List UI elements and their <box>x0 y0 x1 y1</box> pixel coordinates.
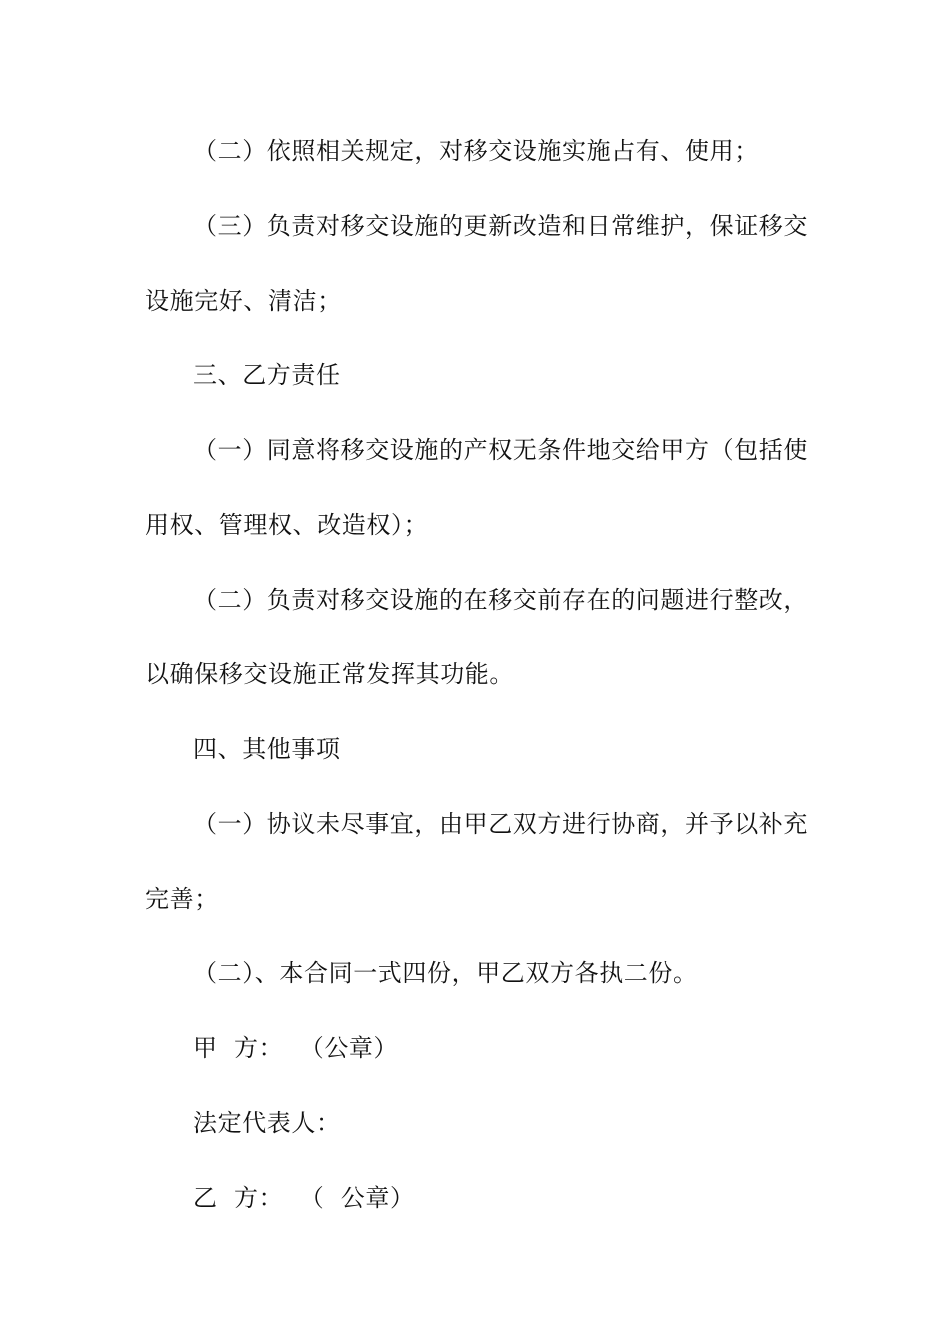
paragraph-line: （一）协议未尽事宜，由甲乙双方进行协商，并予以补充 <box>193 810 808 838</box>
paragraph-line: 设施完好、清洁； <box>145 287 342 315</box>
section-heading: 三、乙方责任 <box>193 361 341 389</box>
party-b-signature: 乙 方： （ 公章） <box>193 1184 415 1212</box>
paragraph-line: 用权、管理权、改造权）； <box>145 511 429 539</box>
paragraph-line: （三）负责对移交设施的更新改造和日常维护，保证移交 <box>193 212 808 240</box>
paragraph-line: （二）依照相关规定，对移交设施实施占有、使用； <box>193 137 759 165</box>
legal-representative-label: 法定代表人： <box>193 1109 341 1137</box>
party-a-signature: 甲 方： （公章） <box>193 1034 399 1062</box>
paragraph-line: 以确保移交设施正常发挥其功能。 <box>145 660 514 688</box>
paragraph-line: 完善； <box>145 885 219 913</box>
paragraph-line: （一）同意将移交设施的产权无条件地交给甲方（包括使 <box>193 436 808 464</box>
section-heading: 四、其他事项 <box>193 735 341 763</box>
paragraph-line: （二）负责对移交设施的在移交前存在的问题进行整改， <box>193 586 808 614</box>
paragraph-line: （二）、本合同一式四份，甲乙双方各执二份。 <box>193 959 698 987</box>
